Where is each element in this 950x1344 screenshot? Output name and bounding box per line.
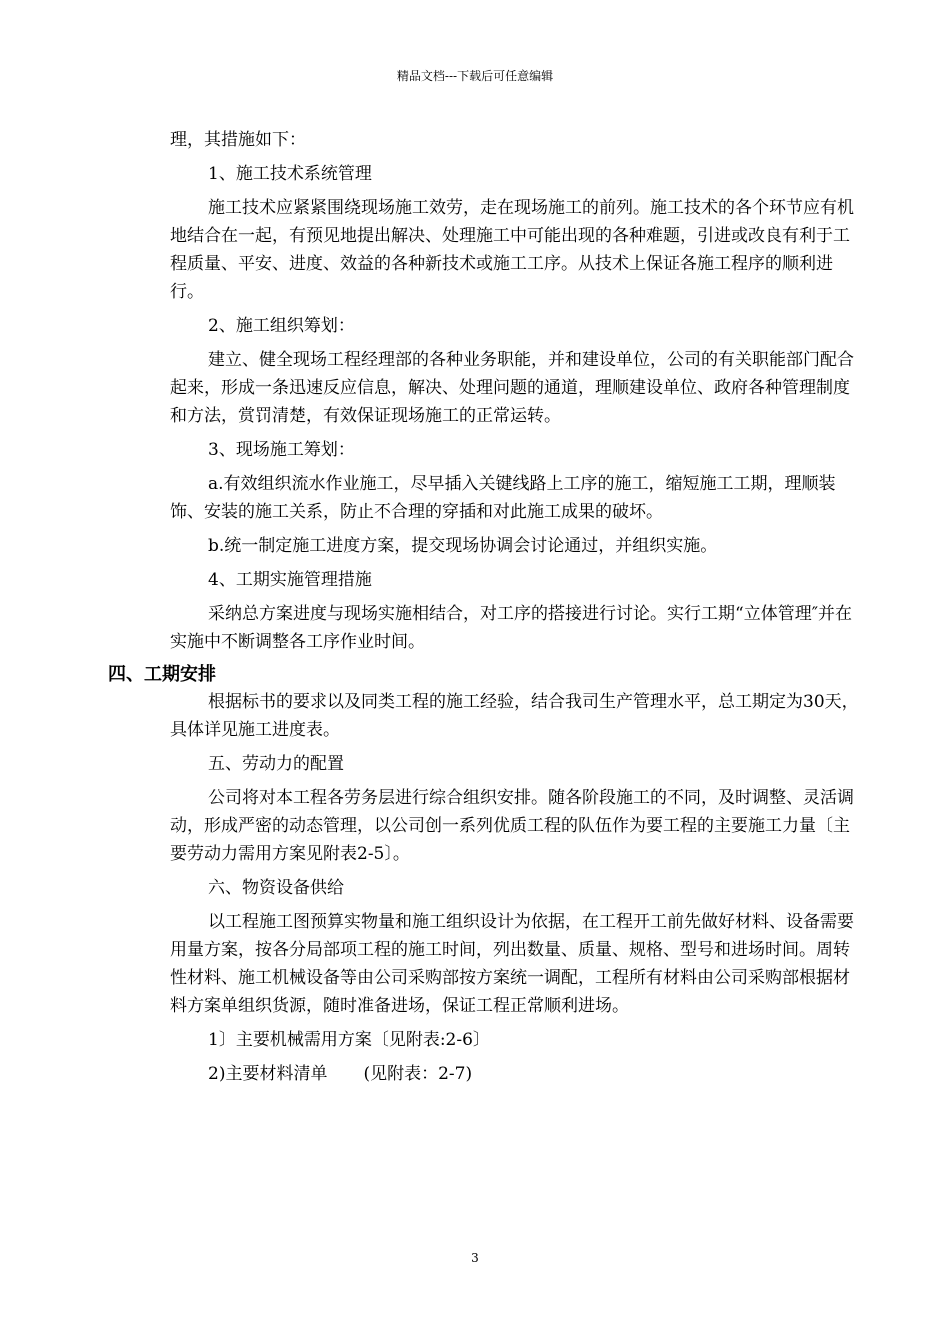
paragraph: 公司将对本工程各劳务层进行综合组织安排。随各阶段施工的不同，及时调整、灵活调动，形成严密的动态管理，以公司创一系列优质工程的队伍作为要工程的主要施工力量〔主要劳动力需用方案见附表2-5〕。 — [170, 788, 854, 864]
list-item: 1〕主要机械需用方案〔见附表:2-6〕 — [208, 1030, 490, 1050]
section-title: 四、工期安排 — [108, 664, 216, 685]
subheading: 3、现场施工筹划： — [208, 440, 355, 460]
subheading: 五、劳动力的配置 — [208, 754, 344, 774]
subheading: 六、物资设备供给 — [208, 878, 344, 898]
paragraph: 施工技术应紧紧围绕现场施工效劳，走在现场施工的前列。施工技术的各个环节应有机地结合在一起，有预见地提出解决、处理施工中可能出现的各种难题，引进或改良有利于工程质量、平安、进度、效益的各种新技术或施工工序。从技术上保证各施工程序的顺利进行。 — [170, 198, 854, 302]
paragraph: 理，其措施如下： — [170, 130, 306, 150]
subheading: 1、施工技术系统管理 — [208, 164, 372, 184]
page-header: 精品文档---下载后可任意编辑 — [396, 69, 554, 83]
paragraph: 采纳总方案进度与现场实施相结合，对工序的搭接进行讨论。实行工期“立体管理″并在实施中不断调整各工序作业时间。 — [170, 604, 853, 652]
list-item-reference: (见附表：2-7) — [363, 1064, 473, 1084]
paragraph: b.统一制定施工进度方案，提交现场协调会讨论通过，并组织实施。 — [208, 536, 718, 556]
paragraph: 以工程施工图预算实物量和施工组织设计为依据，在工程开工前先做好材料、设备需要用量方案，按各分局部项工程的施工时间，列出数量、质量、规格、型号和进场时间。周转性材料、施工机械设备等由公司采购部按方案统一调配，工程所有材料由公司采购部根据材料方案单组织货源，随时准备进场，保证工程正常顺利进场。 — [170, 912, 854, 1016]
paragraph: a.有效组织流水作业施工，尽早插入关键线路上工序的施工，缩短施工工期，理顺装饰、安装的施工关系，防止不合理的穿插和对此施工成果的破坏。 — [170, 474, 836, 522]
paragraph: 建立、健全现场工程经理部的各种业务职能，并和建设单位，公司的有关职能部门配合起来，形成一条迅速反应信息，解决、处理问题的通道，理顺建设单位、政府各种管理制度和方法，赏罚清楚，有效保证现场施工的正常运转。 — [170, 350, 854, 426]
subheading: 2、施工组织筹划： — [208, 316, 355, 336]
list-item-label: 2)主要材料清单 — [208, 1064, 328, 1084]
document-body — [108, 126, 860, 1094]
subheading: 4、工期实施管理措施 — [208, 570, 372, 590]
paragraph: 根据标书的要求以及同类工程的施工经验，结合我司生产管理水平，总工期定为30天，具体详见施工进度表。 — [170, 692, 859, 740]
page-number: 3 — [471, 1251, 479, 1265]
list-item — [170, 1060, 860, 1088]
